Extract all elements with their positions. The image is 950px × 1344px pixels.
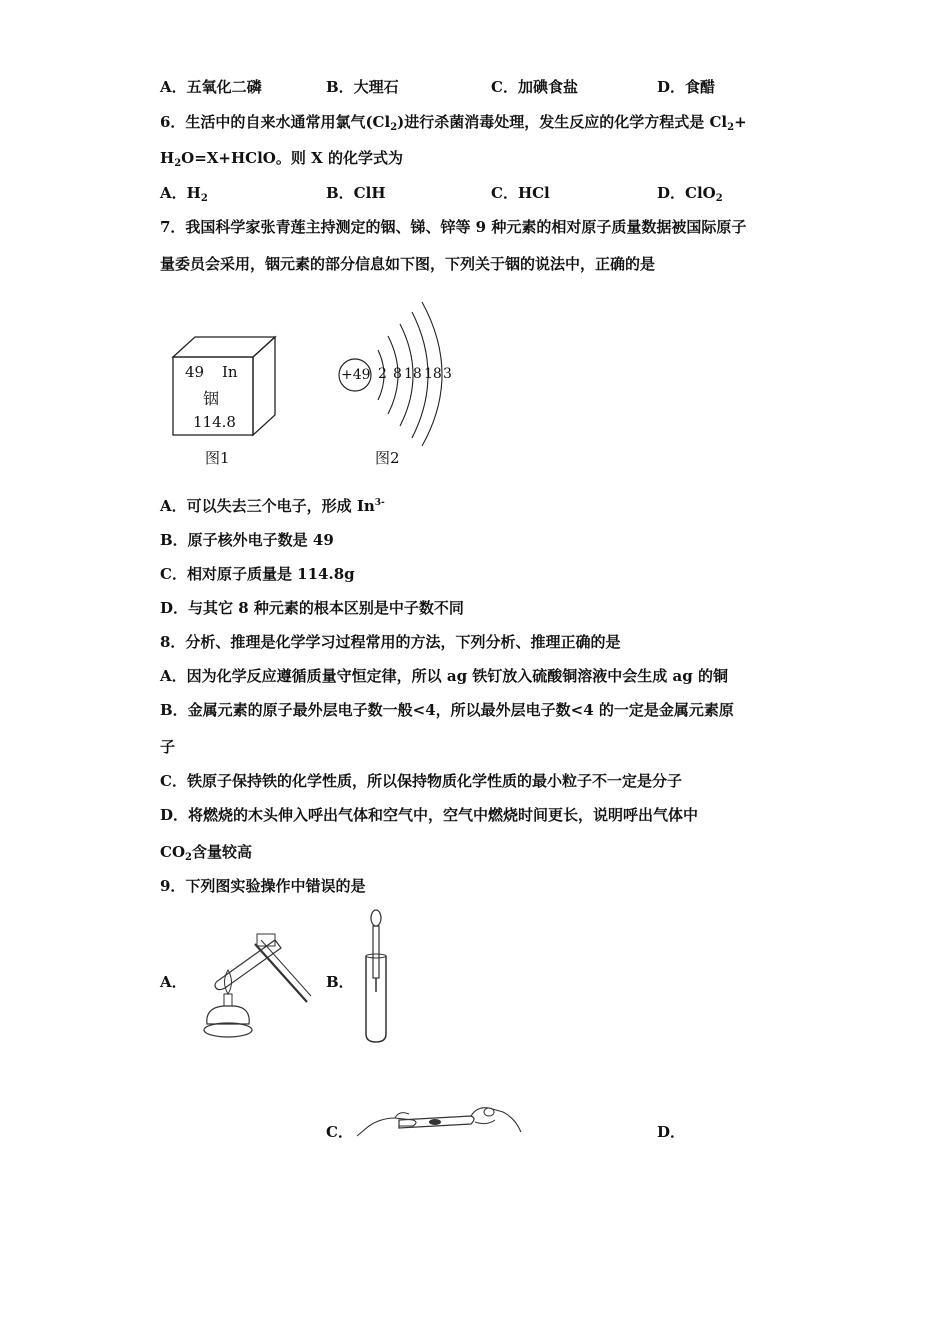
shell-5: 3 <box>443 366 452 382</box>
dropper-test-tube-image <box>358 908 394 1046</box>
q7-option-a: A．可以失去三个电子，形成 $In^{3-}$ <box>160 497 385 515</box>
q6-option-a: A．$H_2$ <box>160 184 208 204</box>
q7-stem-line1: 7．我国科学家张青莲主持测定的铟、锑、锌等 9 种元素的相对原子质量数据被国际原子 <box>160 218 747 236</box>
q8-option-d-line2: $CO_2$含量较高 <box>160 843 252 863</box>
atomic-number: 49 <box>185 363 205 381</box>
shell-3: 18 <box>404 366 422 382</box>
q5-option-d: D．食醋 <box>657 78 716 96</box>
q5-option-a: A．五氧化二磷 <box>160 78 262 96</box>
q5-option-c: C．加碘食盐 <box>491 78 578 96</box>
atomic-mass: 114.8 <box>193 413 236 431</box>
q6-option-d: D．ClO$_2$ <box>657 184 723 204</box>
q8-stem: 8．分析、推理是化学学习过程常用的方法，下列分析、推理正确的是 <box>160 633 621 651</box>
q8-option-b-line1: B．金属元素的原子最外层电子数一般<4，所以最外层电子数<4 的一定是金属元素原 <box>160 701 734 719</box>
q9-label-b: B． <box>326 973 354 991</box>
figure2-caption: 图2 <box>375 449 400 467</box>
q8-option-b-line2: 子 <box>160 738 176 756</box>
shell-2: 8 <box>393 366 402 382</box>
q5-option-b: B．大理石 <box>326 78 399 96</box>
q6-stem-line1: 6．生活中的自来水通常用氯气$(Cl_2)$进行杀菌消毒处理，发生反应的化学方程式是 $Cl_2+$ <box>160 113 747 133</box>
q8-option-d-line1: D．将燃烧的木头伸入呼出气体和空气中，空气中燃烧时间更长，说明呼出气体中 <box>160 806 699 824</box>
q6-stem-line2: $H_2O=X+HClO$。则 X 的化学式为 <box>160 149 403 169</box>
q6-option-b: B．ClH <box>326 184 386 202</box>
q7-option-c: C．相对原子质量是 114.8g <box>160 565 355 583</box>
element-symbol: In <box>222 363 238 381</box>
q9-label-d: D． <box>657 1123 686 1141</box>
q7-stem-line2: 量委员会采用，铟元素的部分信息如下图，下列关于铟的说法中，正确的是 <box>160 255 656 273</box>
heating-test-tube-image <box>195 926 313 1042</box>
q6-option-c: C．HCl <box>491 184 550 202</box>
nucleus-charge: +49 <box>341 367 371 383</box>
element-name: 铟 <box>203 389 220 408</box>
shell-1: 2 <box>378 366 387 382</box>
q7-option-b: B．原子核外电子数是 49 <box>160 531 334 549</box>
q7-option-d: D．与其它 8 种元素的根本区别是中子数不同 <box>160 599 464 617</box>
shell-4: 18 <box>424 366 442 382</box>
q9-label-c: C． <box>326 1123 353 1141</box>
q9-label-a: A． <box>160 973 187 991</box>
q8-option-c: C．铁原子保持铁的化学性质，所以保持物质化学性质的最小粒子不一定是分子 <box>160 772 682 790</box>
hands-test-tube-image <box>355 1096 523 1142</box>
q9-stem: 9．下列图实验操作中错误的是 <box>160 877 366 895</box>
q8-option-a: A．因为化学反应遵循质量守恒定律，所以 ag 铁钉放入硫酸铜溶液中会生成 ag 的铜 <box>160 667 728 685</box>
figure1-caption: 图1 <box>205 449 230 467</box>
